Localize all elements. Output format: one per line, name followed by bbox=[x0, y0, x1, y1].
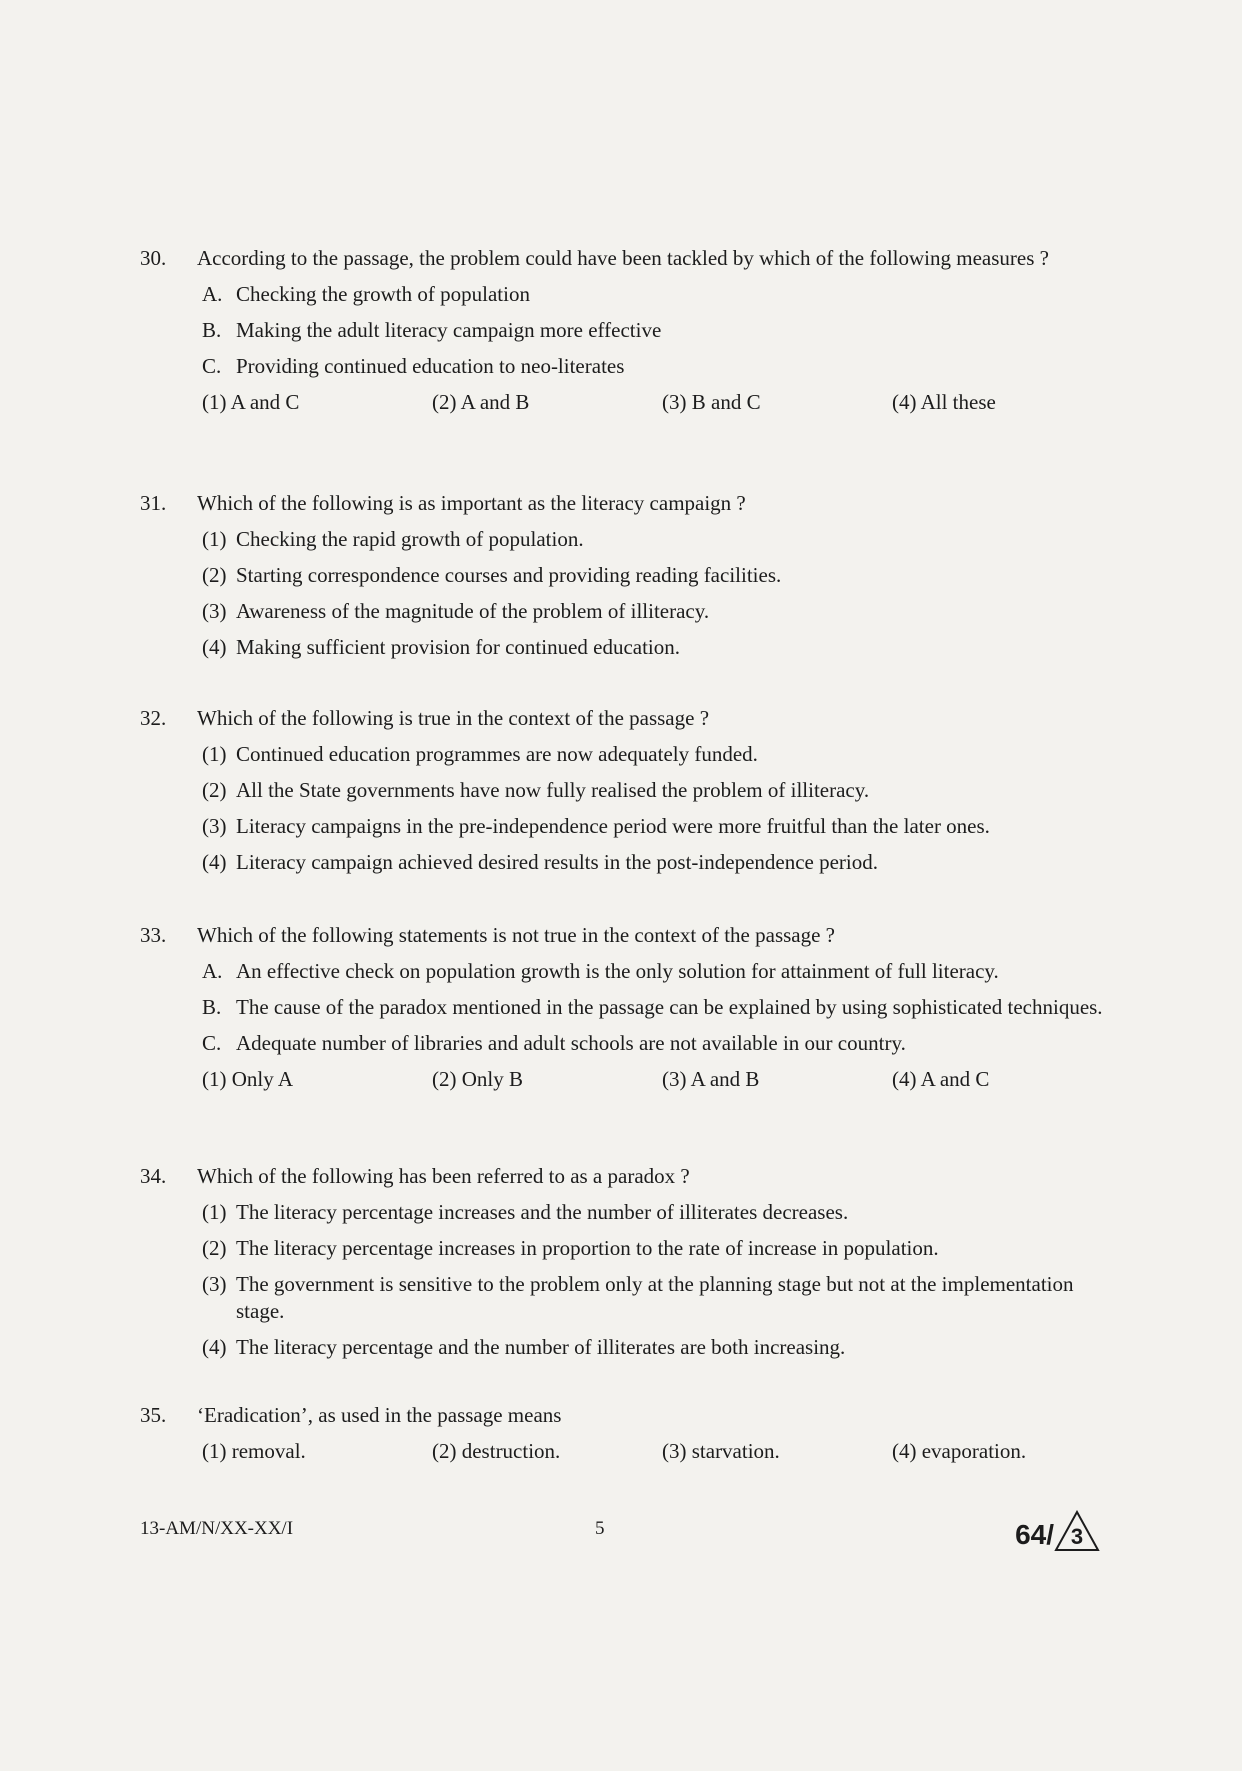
option bbox=[202, 634, 1120, 661]
question-33 bbox=[140, 922, 1120, 1093]
option-text: The cause of the paradox mentioned in the passage can be explained by using sophisticated techniques. bbox=[236, 995, 1103, 1019]
option-label: (3) bbox=[202, 1272, 227, 1296]
option-text: All the State governments have now fully realised the problem of illiteracy. bbox=[236, 778, 870, 802]
question-32 bbox=[140, 705, 1120, 876]
answer-choice: (3) B and C bbox=[662, 390, 761, 414]
option bbox=[202, 1334, 1120, 1361]
option-label: (4) bbox=[202, 1335, 227, 1359]
option bbox=[202, 598, 1120, 625]
answer-choice: (4) A and C bbox=[892, 1067, 990, 1091]
option bbox=[202, 994, 1120, 1021]
option-label: (1) bbox=[202, 527, 227, 551]
answer-choice: (2) A and B bbox=[432, 390, 530, 414]
answer-choices bbox=[202, 389, 1120, 416]
option-label: (1) bbox=[202, 1200, 227, 1224]
option-text: Starting correspondence courses and providing reading facilities. bbox=[236, 563, 782, 587]
option bbox=[202, 741, 1120, 768]
option-text: The literacy percentage increases in proportion to the rate of increase in population. bbox=[236, 1236, 939, 1260]
option-label: (3) bbox=[202, 814, 227, 838]
question-35 bbox=[140, 1402, 1120, 1465]
set-number bbox=[1015, 1510, 1100, 1552]
option bbox=[202, 813, 1120, 840]
option-label: (2) bbox=[202, 1236, 227, 1260]
set-triangle-number: 3 bbox=[1070, 1524, 1084, 1549]
option-text: Making the adult literacy campaign more effective bbox=[236, 318, 662, 342]
paper-code: 13-AM/N/XX-XX/I bbox=[140, 1518, 294, 1539]
option-label: A. bbox=[202, 959, 223, 983]
question-34 bbox=[140, 1163, 1120, 1361]
option-label: B. bbox=[202, 318, 222, 342]
option-label: (4) bbox=[202, 635, 227, 659]
question-text: According to the passage, the problem could have been tackled by which of the following measures ? bbox=[197, 246, 1049, 270]
option-text: Checking the growth of population bbox=[236, 282, 530, 306]
question-text: Which of the following statements is not true in the context of the passage ? bbox=[197, 923, 835, 947]
option-text: Providing continued education to neo-literates bbox=[236, 354, 625, 378]
option-text: The literacy percentage increases and the number of illiterates decreases. bbox=[236, 1200, 849, 1224]
option-label: (2) bbox=[202, 778, 227, 802]
question-text: Which of the following is as important as the literacy campaign ? bbox=[197, 491, 746, 515]
set-number-text: 64/ bbox=[1015, 1519, 1054, 1550]
answer-choice: (4) All these bbox=[892, 390, 996, 414]
question-number: 31. bbox=[140, 491, 167, 515]
answer-choice: (1) Only A bbox=[202, 1067, 293, 1091]
option-text: Literacy campaigns in the pre-independence period were more fruitful than the later ones. bbox=[236, 814, 990, 838]
page-number: 5 bbox=[595, 1518, 605, 1539]
option bbox=[202, 1199, 1120, 1226]
option bbox=[202, 353, 1120, 380]
answer-choice: (3) A and B bbox=[662, 1067, 760, 1091]
option-label: (3) bbox=[202, 599, 227, 623]
option-text: The government is sensitive to the problem only at the planning stage but not at the implementation stage. bbox=[236, 1272, 1074, 1323]
option bbox=[202, 317, 1120, 344]
option-text: Awareness of the magnitude of the problem of illiteracy. bbox=[236, 599, 710, 623]
triangle-icon bbox=[1054, 1510, 1100, 1552]
option-label: C. bbox=[202, 354, 222, 378]
option-text: Continued education programmes are now adequately funded. bbox=[236, 742, 758, 766]
option-text: The literacy percentage and the number of illiterates are both increasing. bbox=[236, 1335, 846, 1359]
option-text: Adequate number of libraries and adult schools are not available in our country. bbox=[236, 1031, 906, 1055]
question-number: 35. bbox=[140, 1403, 167, 1427]
answer-choice: (1) A and C bbox=[202, 390, 300, 414]
question-number: 34. bbox=[140, 1164, 167, 1188]
question-text: Which of the following has been referred to as a paradox ? bbox=[197, 1164, 690, 1188]
option-label: (1) bbox=[202, 742, 227, 766]
answer-choices bbox=[202, 1066, 1120, 1093]
page-footer bbox=[140, 1510, 1100, 1560]
option bbox=[202, 1271, 1120, 1325]
answer-choice: (1) removal. bbox=[202, 1439, 306, 1463]
question-text: ‘Eradication’, as used in the passage means bbox=[197, 1403, 562, 1427]
option bbox=[202, 281, 1120, 308]
option bbox=[202, 1235, 1120, 1262]
answer-choice: (2) destruction. bbox=[432, 1439, 561, 1463]
option bbox=[202, 1030, 1120, 1057]
option-text: Checking the rapid growth of population. bbox=[236, 527, 584, 551]
option-label: (4) bbox=[202, 850, 227, 874]
option-label: C. bbox=[202, 1031, 222, 1055]
question-number: 33. bbox=[140, 923, 167, 947]
question-number: 30. bbox=[140, 246, 167, 270]
option bbox=[202, 958, 1120, 985]
question-text: Which of the following is true in the context of the passage ? bbox=[197, 706, 710, 730]
option-text: Making sufficient provision for continued education. bbox=[236, 635, 681, 659]
question-31 bbox=[140, 490, 1120, 661]
answer-choices bbox=[202, 1438, 1120, 1465]
option bbox=[202, 526, 1120, 553]
answer-choice: (3) starvation. bbox=[662, 1439, 780, 1463]
question-number: 32. bbox=[140, 706, 167, 730]
option-text: An effective check on population growth is the only solution for attainment of full literacy. bbox=[236, 959, 999, 983]
question-30 bbox=[140, 245, 1120, 416]
option-label: B. bbox=[202, 995, 222, 1019]
option-text: Literacy campaign achieved desired results in the post-independence period. bbox=[236, 850, 878, 874]
option-label: (2) bbox=[202, 563, 227, 587]
option bbox=[202, 849, 1120, 876]
option bbox=[202, 777, 1120, 804]
option-label: A. bbox=[202, 282, 223, 306]
option bbox=[202, 562, 1120, 589]
answer-choice: (2) Only B bbox=[432, 1067, 523, 1091]
answer-choice: (4) evaporation. bbox=[892, 1439, 1027, 1463]
